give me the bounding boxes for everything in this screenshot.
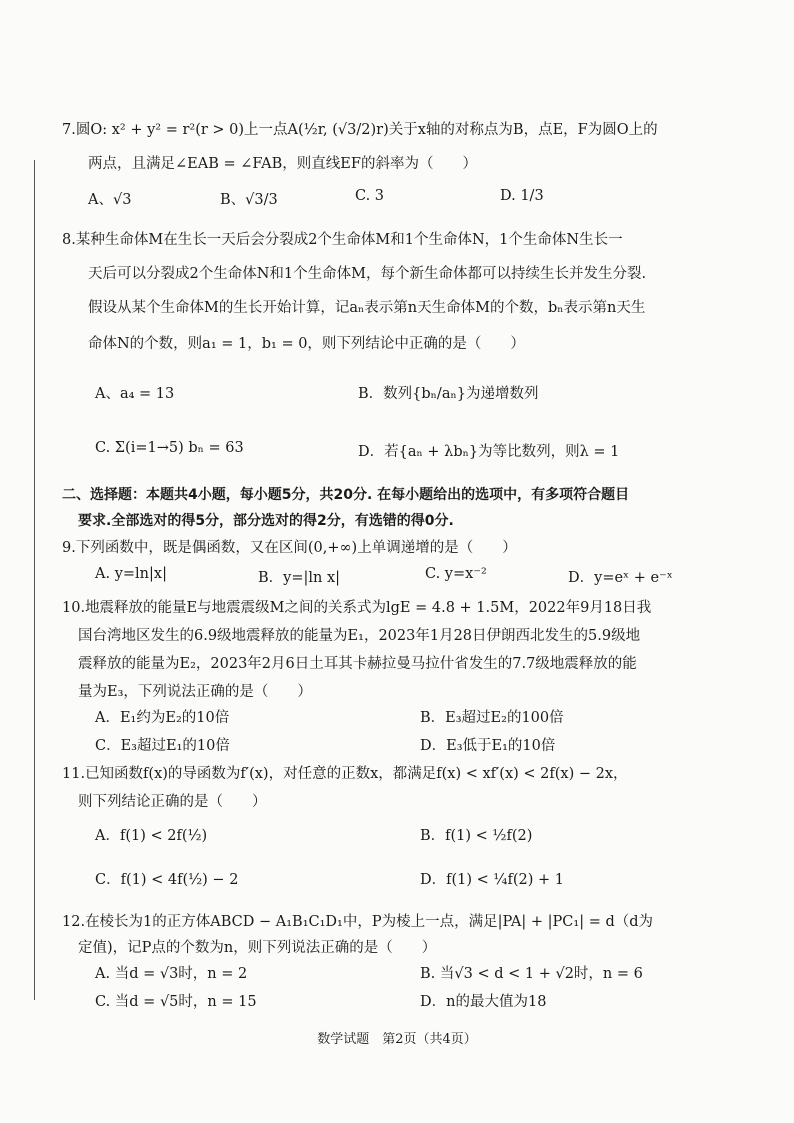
question-7-option-b: B、√3/3 xyxy=(220,192,278,208)
question-10-line-4: 量为E₃，下列说法正确的是（ ） xyxy=(78,684,312,700)
question-11-line-2: 则下列结论正确的是（ ） xyxy=(78,794,267,810)
question-10-line-2: 国台湾地区发生的6.9级地震释放的能量为E₁，2023年1月28日伊朗西北发生的5.9级地 xyxy=(78,628,641,644)
question-8-option-a: A、a₄ = 13 xyxy=(95,386,175,402)
question-8-line-1: 8.某种生命体M在生长一天后会分裂成2个生命体M和1个生命体N，1个生命体N生长一 xyxy=(62,232,623,248)
question-8-option-d: D．若{aₙ + λbₙ}为等比数列，则λ = 1 xyxy=(358,444,620,460)
question-9-stem: 9.下列函数中，既是偶函数，又在区间(0,+∞)上单调递增的是（ ） xyxy=(62,540,517,556)
question-9-option-d: D．y=eˣ + e⁻ˣ xyxy=(568,570,673,586)
question-11-option-a: A．f(1) < 2f(½) xyxy=(95,828,208,844)
question-12-option-d: D．n的最大值为18 xyxy=(420,994,547,1010)
question-9-option-b: B．y=|ln x| xyxy=(258,570,341,586)
question-8-line-4: 命体N的个数，则a₁ = 1，b₁ = 0，则下列结论中正确的是（ ） xyxy=(88,336,525,352)
question-10-line-1: 10.地震释放的能量E与地震震级M之间的关系式为lgE = 4.8 + 1.5M，2022年9月18日我 xyxy=(62,600,652,616)
question-10-line-3: 震释放的能量为E₂，2023年2月6日土耳其卡赫拉曼马拉什省发生的7.7级地震释放的能 xyxy=(78,656,637,672)
page-footer: 数学试题 第2页（共4页） xyxy=(317,1032,477,1047)
question-11-option-c: C．f(1) < 4f(½) − 2 xyxy=(95,872,239,888)
question-7-option-c: C. 3 xyxy=(355,188,385,204)
question-7-line-1: 7.圆O: x² + y² = r²(r > 0)上一点A(½r, (√3/2)r)关于x轴的对称点为B，点E，F为圆O上的 xyxy=(62,122,658,138)
question-8-option-b: B．数列{bₙ/aₙ}为递增数列 xyxy=(358,386,539,402)
question-12-line-1: 12.在棱长为1的正方体ABCD − A₁B₁C₁D₁中，P为棱上一点，满足|PA| + |PC₁| = d（d为 xyxy=(62,914,654,930)
question-7-line-2: 两点，且满足∠EAB = ∠FAB，则直线EF的斜率为（ ） xyxy=(88,156,477,172)
question-7-option-d: D. 1/3 xyxy=(500,188,544,204)
section-2-line-2: 要求.全部选对的得5分，部分选对的得2分，有选错的得0分. xyxy=(78,513,454,529)
question-10-option-a: A．E₁约为E₂的10倍 xyxy=(95,710,230,726)
question-8-line-3: 假设从某个生命体M的生长开始计算，记aₙ表示第n天生命体M的个数，bₙ表示第n天生 xyxy=(88,300,646,316)
question-11-line-1: 11.已知函数f(x)的导函数为f′(x)，对任意的正数x，都满足f(x) < xf′(x) < 2f(x) − 2x， xyxy=(62,766,628,782)
question-9-option-a: A. y=ln|x| xyxy=(95,566,167,582)
binding-margin-line xyxy=(34,160,35,1000)
question-7-option-a: A、√3 xyxy=(88,192,132,208)
question-11-option-b: B．f(1) < ½f(2) xyxy=(420,828,533,844)
question-10-option-b: B．E₃超过E₂的100倍 xyxy=(420,710,564,726)
question-8-option-c: C. Σ(i=1→5) bₙ = 63 xyxy=(95,440,244,456)
question-9-option-c: C. y=x⁻² xyxy=(425,566,487,582)
question-12-option-a: A. 当d = √3时，n = 2 xyxy=(95,966,248,982)
question-10-option-c: C．E₃超过E₁的10倍 xyxy=(95,738,230,754)
question-10-option-d: D．E₃低于E₁的10倍 xyxy=(420,738,556,754)
question-11-option-d: D．f(1) < ¼f(2) + 1 xyxy=(420,872,564,888)
question-12-option-c: C. 当d = √5时，n = 15 xyxy=(95,994,257,1010)
section-2-line-1: 二、选择题：本题共4小题，每小题5分，共20分. 在每小题给出的选项中，有多项符合题目 xyxy=(62,487,630,503)
question-8-line-2: 天后可以分裂成2个生命体N和1个生命体M，每个新生命体都可以持续生长并发生分裂. xyxy=(88,266,647,282)
question-12-line-2: 定值)，记P点的个数为n，则下列说法正确的是（ ） xyxy=(78,940,437,956)
question-12-option-b: B. 当√3 < d < 1 + √2时，n = 6 xyxy=(420,966,643,982)
